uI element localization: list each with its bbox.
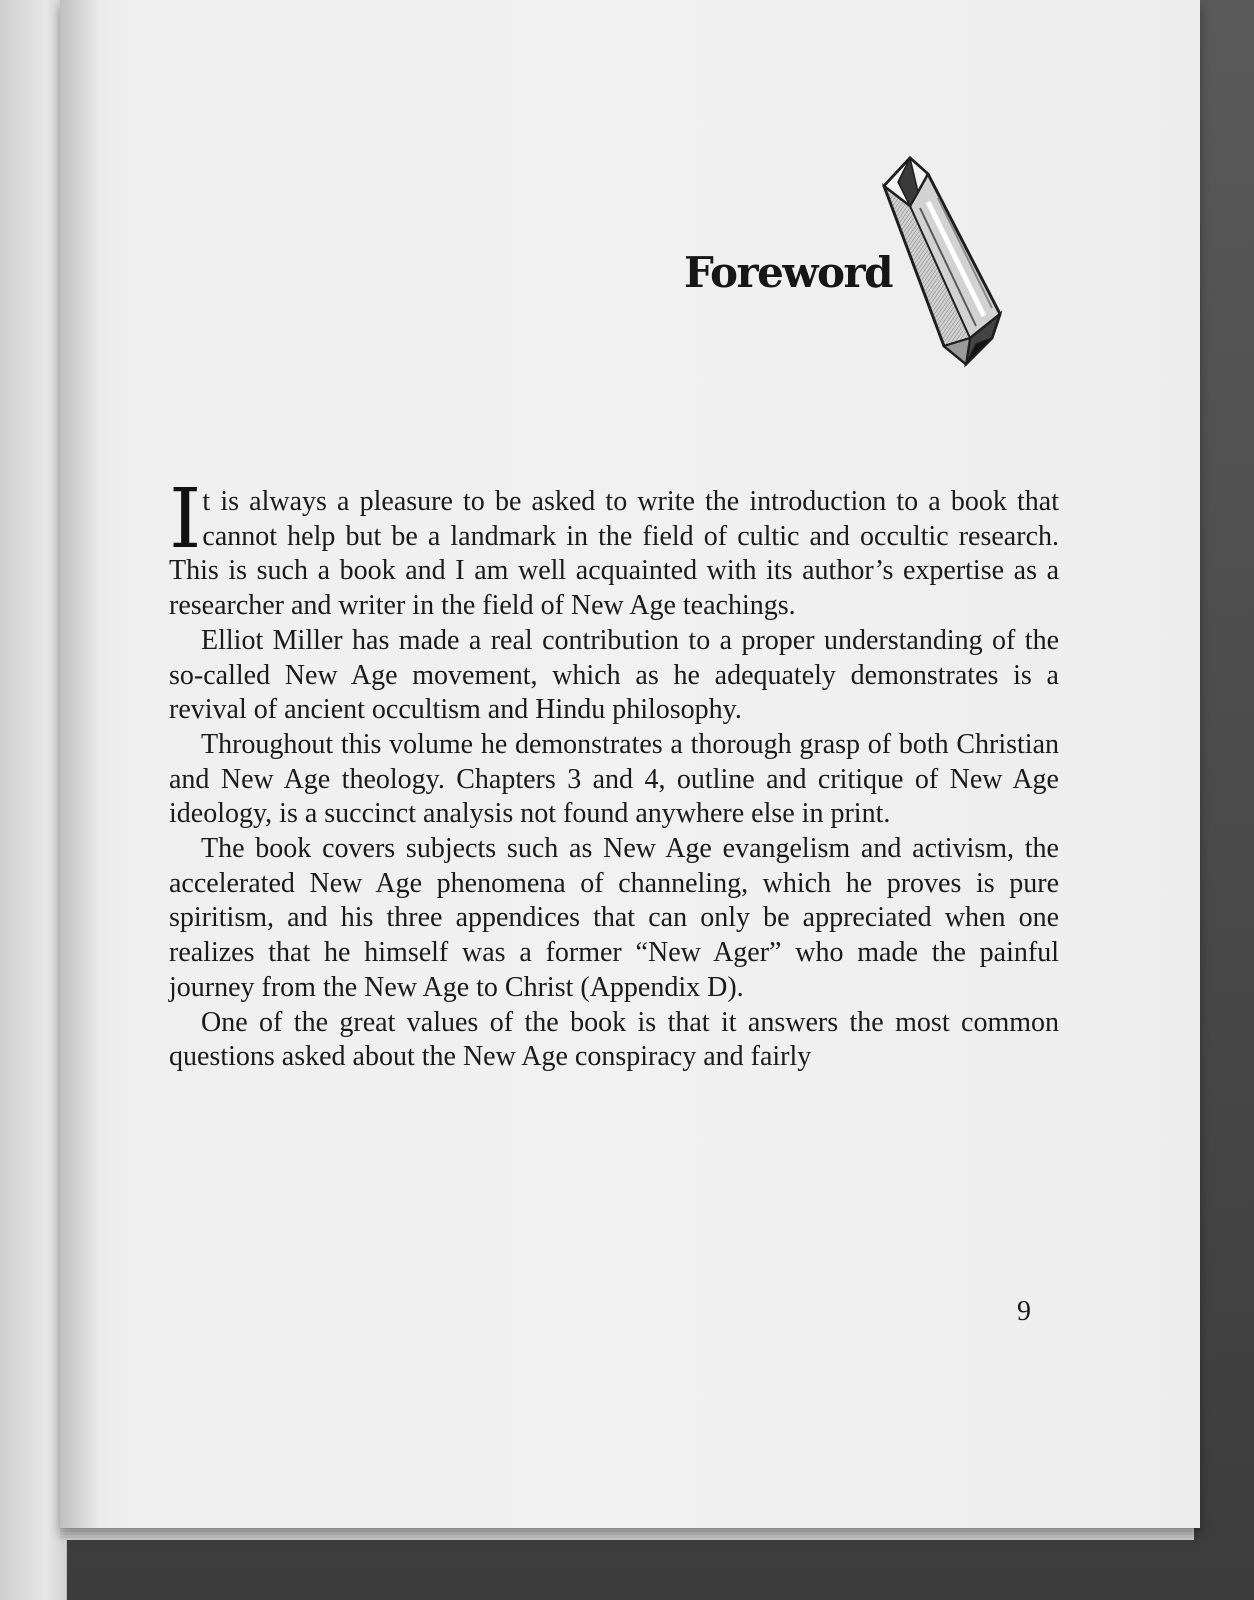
first-paragraph-text: t is always a pleasure to be asked to write the introduction to a book that cannot help but be a landmark in the field of cultic and occultic research. This is such a book and I am well acquainted with its author’s expertise as a researcher and writer in the field of New Age teachings. [169,486,1059,622]
paragraph: Throughout this volume he demonstrates a thorough grasp of both Christian and New Age theology. Chapters 3 and 4, outline and critique of New Age ideology, is a succinct analysis not found anywhere else in print. [169,728,1059,830]
paragraph: Elliot Miller has made a real contribution to a proper understanding of the so-called New Age movement, which as he adequately demonstrates is a revival of ancient occultism and Hindu philosophy. [169,624,1059,726]
previous-page-edge [0,0,67,1600]
gutter-shadow [60,0,100,1528]
page-number: 9 [1017,1296,1031,1327]
page-title: Foreword [684,248,893,297]
foreword-body [169,472,1059,1075]
paragraph: One of the great values of the book is that it answers the most common questions asked about the New Age conspiracy and fairly [169,1006,1059,1073]
paragraph: The book covers subjects such as New Age evangelism and activism, the accelerated New Age phenomena of channeling, which he proves is pure spiritism, and his three appendices that can only be appreciated when one realizes that he himself was a former “New Ager” who made the painful journey from the New Age to Christ (Appendix D). [169,833,1059,1003]
page-stack-edge [60,1528,1194,1540]
paragraph [169,472,1059,624]
drop-cap: I [169,472,202,567]
page-number-area [969,0,1059,1350]
